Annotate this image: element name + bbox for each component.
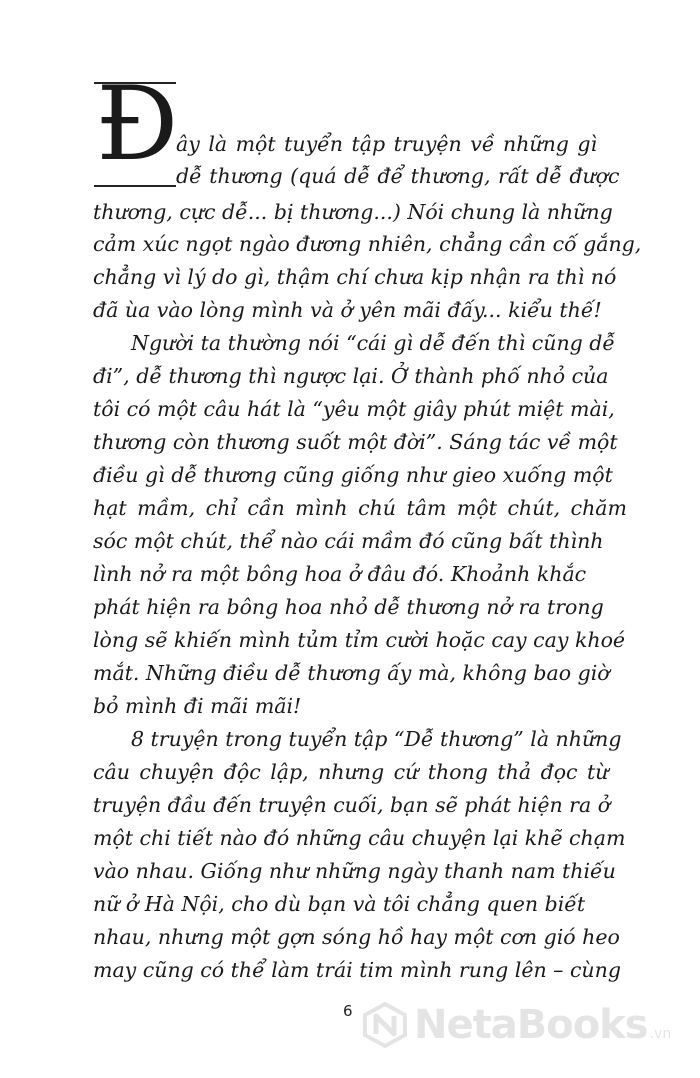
text-line: lòng sẽ khiến mình tủm tỉm cười hoặc cay cay khoé	[93, 628, 626, 652]
text-line: lình nở ra một bông hoa ở đâu đó. Khoảnh khắc	[93, 562, 587, 586]
text-line: phát hiện ra bông hoa nhỏ dễ thương nở ra trong	[93, 595, 604, 619]
text-line: ây là một tuyển tập truyện về những gì	[176, 132, 598, 156]
text-line: mắt. Những điều dễ thương ấy mà, không bao giờ	[93, 661, 610, 685]
text-line: sóc một chút, thể nào cái mầm đó cũng bất thình	[93, 529, 604, 553]
text-line: nhau, nhưng một gợn sóng hồ hay một cơn gió heo	[93, 925, 620, 949]
dropcap-bottom-rule	[94, 185, 176, 187]
text-line: thương, cực dễ... bị thương...) Nói chung là những	[93, 200, 613, 224]
text-line: cảm xúc ngọt ngào đương nhiên, chẳng cần cố gắng,	[93, 232, 642, 256]
netabooks-logo-icon	[362, 1002, 408, 1048]
text-line: truyện đầu đến truyện cuối, bạn sẽ phát hiện ra ở	[93, 793, 611, 817]
page-number: 6	[343, 1002, 353, 1020]
text-line: câu chuyện độc lập, nhưng cứ thong thả đọc từ	[93, 760, 609, 784]
text-line: một chi tiết nào đó những câu chuyện lại khẽ chạm	[93, 826, 626, 850]
text-line: 8 truyện trong tuyển tập “Dễ thương” là những	[131, 727, 622, 751]
text-line: chẳng vì lý do gì, thậm chí chưa kịp nhận ra thì nó	[93, 265, 617, 289]
text-line: vào nhau. Giống như những ngày thanh nam thiếu	[93, 859, 616, 883]
text-line: Người ta thường nói “cái gì dễ đến thì cũng dễ	[131, 331, 616, 355]
text-line: may cũng có thể làm trái tim mình rung lên – cùng	[93, 958, 621, 982]
text-line: thương còn thương suốt một đời”. Sáng tác về một	[93, 430, 618, 454]
watermark-brand: NetaBooks	[414, 1002, 648, 1048]
text-line: dễ thương (quá dễ để thương, rất dễ được	[176, 164, 620, 188]
text-line: hạt mầm, chỉ cần mình chú tâm một chút, chăm	[93, 496, 627, 520]
netabooks-watermark	[362, 1002, 671, 1048]
text-line: tôi có một câu hát là “yêu một giây phút miệt mài,	[93, 397, 615, 421]
drop-cap-letter: Đ	[96, 65, 179, 184]
text-line: bỏ mình đi mãi mãi!	[93, 694, 302, 718]
text-line: điều gì dễ thương cũng giống như gieo xuống một	[93, 463, 613, 487]
watermark-suffix: .vn	[649, 1026, 672, 1042]
text-line: đã ùa vào lòng mình và ở yên mãi đấy... kiểu thế!	[93, 298, 602, 322]
text-line: nữ ở Hà Nội, cho dù bạn và tôi chẳng quen biết	[93, 892, 586, 916]
text-line: đi”, dễ thương thì ngược lại. Ở thành phố nhỏ của	[93, 364, 609, 388]
